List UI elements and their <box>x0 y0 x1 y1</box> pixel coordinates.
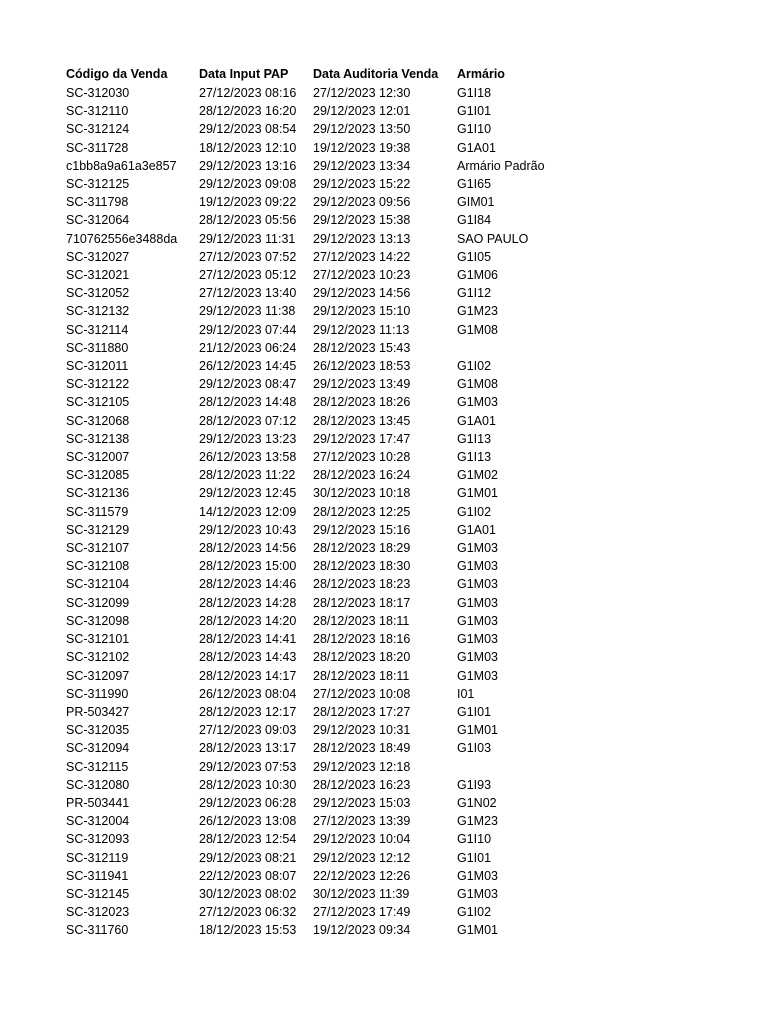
table-row <box>66 703 567 721</box>
cell-data-auditoria-venda: 28/12/2023 18:30 <box>313 559 411 574</box>
cell-armario: G1A01 <box>457 413 496 428</box>
cell-armario: G1N02 <box>457 795 497 810</box>
cell-data-input-pap: 28/12/2023 05:56 <box>199 213 297 228</box>
cell-data-auditoria-venda: 28/12/2023 18:29 <box>313 541 411 556</box>
cell-data-input-pap: 18/12/2023 15:53 <box>199 923 297 938</box>
cell-data-auditoria-venda: 30/12/2023 11:39 <box>313 886 410 901</box>
cell-armario: SAO PAULO <box>457 231 529 246</box>
cell-armario: G1M03 <box>457 595 498 610</box>
cell-codigo-da-venda: SC-312085 <box>66 468 130 483</box>
cell-codigo-da-venda: SC-312080 <box>66 777 130 792</box>
table-body <box>66 84 567 940</box>
cell-data-auditoria-venda: 28/12/2023 18:16 <box>313 632 411 647</box>
cell-data-auditoria-venda: 28/12/2023 13:45 <box>313 413 411 428</box>
cell-data-auditoria-venda: 19/12/2023 09:34 <box>313 923 411 938</box>
cell-data-auditoria-venda: 29/12/2023 13:50 <box>313 122 411 137</box>
cell-codigo-da-venda: SC-312107 <box>66 541 130 556</box>
cell-data-auditoria-venda: 28/12/2023 18:49 <box>313 741 411 756</box>
cell-data-input-pap: 27/12/2023 08:16 <box>199 86 297 100</box>
cell-data-auditoria-venda: 28/12/2023 16:24 <box>313 468 411 483</box>
table-row <box>66 721 567 739</box>
cell-codigo-da-venda: SC-312023 <box>66 905 130 920</box>
cell-armario: G1M23 <box>457 814 498 829</box>
table-row <box>66 885 567 903</box>
cell-data-input-pap: 14/12/2023 12:09 <box>199 504 297 519</box>
header-armario: Armário <box>457 67 505 81</box>
cell-data-input-pap: 29/12/2023 08:47 <box>199 377 297 392</box>
cell-data-input-pap: 28/12/2023 14:56 <box>199 541 297 556</box>
table-row <box>66 211 567 229</box>
cell-data-input-pap: 26/12/2023 08:04 <box>199 686 297 701</box>
cell-codigo-da-venda: SC-311728 <box>66 140 129 155</box>
cell-armario: G1M06 <box>457 268 498 283</box>
table-row <box>66 667 567 685</box>
cell-armario: G1I02 <box>457 359 492 374</box>
cell-armario: G1I01 <box>457 850 492 865</box>
cell-armario: G1I84 <box>457 213 492 228</box>
table-row <box>66 594 567 612</box>
cell-data-input-pap: 28/12/2023 14:48 <box>199 395 297 410</box>
cell-data-auditoria-venda: 29/12/2023 11:13 <box>313 322 410 337</box>
cell-codigo-da-venda: SC-312099 <box>66 595 130 610</box>
cell-data-input-pap: 29/12/2023 11:31 <box>199 231 296 246</box>
cell-data-auditoria-venda: 27/12/2023 10:28 <box>313 450 411 465</box>
cell-data-auditoria-venda: 28/12/2023 12:25 <box>313 504 411 519</box>
cell-data-auditoria-venda: 28/12/2023 18:11 <box>313 668 410 683</box>
cell-data-auditoria-venda: 29/12/2023 13:34 <box>313 158 411 173</box>
cell-data-input-pap: 19/12/2023 09:22 <box>199 195 297 210</box>
cell-codigo-da-venda: SC-312136 <box>66 486 130 501</box>
cell-armario: G1I18 <box>457 86 492 100</box>
cell-codigo-da-venda: SC-312035 <box>66 723 130 738</box>
cell-data-auditoria-venda: 29/12/2023 17:47 <box>313 431 411 446</box>
table-row <box>66 685 567 703</box>
cell-armario: G1M08 <box>457 322 498 337</box>
cell-data-input-pap: 29/12/2023 07:53 <box>199 759 297 774</box>
cell-data-input-pap: 28/12/2023 14:43 <box>199 650 297 665</box>
cell-data-input-pap: 27/12/2023 09:03 <box>199 723 297 738</box>
cell-codigo-da-venda: SC-312124 <box>66 122 130 137</box>
cell-codigo-da-venda: SC-312094 <box>66 741 130 756</box>
cell-codigo-da-venda: SC-312122 <box>66 377 130 392</box>
cell-codigo-da-venda: SC-312064 <box>66 213 130 228</box>
cell-armario: G1M03 <box>457 668 498 683</box>
cell-data-input-pap: 28/12/2023 11:22 <box>199 468 296 483</box>
cell-codigo-da-venda: SC-312104 <box>66 577 130 592</box>
cell-codigo-da-venda: c1bb8a9a61a3e857 <box>66 158 177 173</box>
cell-data-auditoria-venda: 29/12/2023 13:49 <box>313 377 411 392</box>
cell-armario: G1M03 <box>457 650 498 665</box>
cell-armario: G1M03 <box>457 868 498 883</box>
table-row <box>66 776 567 794</box>
cell-data-auditoria-venda: 28/12/2023 18:11 <box>313 613 410 628</box>
cell-data-input-pap: 28/12/2023 12:54 <box>199 832 297 847</box>
cell-data-auditoria-venda: 27/12/2023 10:23 <box>313 268 411 283</box>
cell-data-auditoria-venda: 28/12/2023 18:20 <box>313 650 411 665</box>
cell-codigo-da-venda: SC-312110 <box>66 104 129 119</box>
cell-data-auditoria-venda: 29/12/2023 15:22 <box>313 177 411 192</box>
cell-codigo-da-venda: SC-312011 <box>66 359 129 374</box>
table-row <box>66 339 567 357</box>
table-row <box>66 357 567 375</box>
sales-table <box>66 65 567 940</box>
table-row <box>66 230 567 248</box>
cell-codigo-da-venda: PR-503441 <box>66 795 130 810</box>
cell-armario <box>457 758 567 776</box>
cell-armario: G1M08 <box>457 377 498 392</box>
table-row <box>66 284 567 302</box>
cell-data-auditoria-venda: 28/12/2023 17:27 <box>313 704 411 719</box>
cell-data-auditoria-venda: 19/12/2023 19:38 <box>313 140 411 155</box>
cell-armario: G1I13 <box>457 431 492 446</box>
cell-armario: G1I03 <box>457 741 492 756</box>
cell-codigo-da-venda: SC-312068 <box>66 413 130 428</box>
table-row <box>66 448 567 466</box>
cell-armario: G1I01 <box>457 104 492 119</box>
table-row <box>66 375 567 393</box>
cell-data-auditoria-venda: 29/12/2023 12:18 <box>313 759 411 774</box>
cell-armario: G1I65 <box>457 177 492 192</box>
cell-data-input-pap: 29/12/2023 08:21 <box>199 850 297 865</box>
cell-codigo-da-venda: SC-311760 <box>66 923 129 938</box>
table-row <box>66 921 567 939</box>
cell-data-input-pap: 26/12/2023 14:45 <box>199 359 297 374</box>
cell-armario: G1A01 <box>457 140 496 155</box>
header-data-input-pap: Data Input PAP <box>199 67 289 81</box>
cell-data-input-pap: 28/12/2023 14:20 <box>199 613 297 628</box>
cell-codigo-da-venda: SC-311990 <box>66 686 129 701</box>
cell-armario: G1I13 <box>457 450 492 465</box>
table-row <box>66 193 567 211</box>
cell-data-auditoria-venda: 27/12/2023 14:22 <box>313 249 411 264</box>
cell-codigo-da-venda: SC-312052 <box>66 286 130 301</box>
cell-data-auditoria-venda: 29/12/2023 10:04 <box>313 832 411 847</box>
cell-armario: G1M03 <box>457 886 498 901</box>
cell-data-auditoria-venda: 28/12/2023 18:26 <box>313 395 411 410</box>
cell-data-auditoria-venda: 29/12/2023 15:38 <box>313 213 411 228</box>
cell-data-input-pap: 29/12/2023 12:45 <box>199 486 297 501</box>
cell-armario: G1M01 <box>457 723 498 738</box>
cell-data-auditoria-venda: 26/12/2023 18:53 <box>313 359 411 374</box>
cell-armario: G1M03 <box>457 613 498 628</box>
table-row <box>66 849 567 867</box>
cell-armario: G1I10 <box>457 122 492 137</box>
cell-codigo-da-venda: SC-312115 <box>66 759 129 774</box>
cell-armario: G1M01 <box>457 923 498 938</box>
table-row <box>66 503 567 521</box>
table-row <box>66 739 567 757</box>
cell-codigo-da-venda: SC-312129 <box>66 522 130 537</box>
cell-codigo-da-venda: SC-312132 <box>66 304 130 319</box>
cell-armario: G1I93 <box>457 777 492 792</box>
cell-codigo-da-venda: SC-312119 <box>66 850 129 865</box>
cell-codigo-da-venda: SC-312004 <box>66 814 130 829</box>
table-row <box>66 612 567 630</box>
cell-codigo-da-venda: SC-312125 <box>66 177 130 192</box>
cell-data-input-pap: 29/12/2023 11:38 <box>199 304 296 319</box>
cell-codigo-da-venda: SC-312102 <box>66 650 130 665</box>
cell-data-input-pap: 28/12/2023 14:46 <box>199 577 297 592</box>
cell-codigo-da-venda: SC-312097 <box>66 668 130 683</box>
table-row <box>66 521 567 539</box>
cell-data-input-pap: 27/12/2023 13:40 <box>199 286 297 301</box>
cell-armario: G1M01 <box>457 486 498 501</box>
cell-data-input-pap: 29/12/2023 10:43 <box>199 522 297 537</box>
cell-data-input-pap: 28/12/2023 14:28 <box>199 595 297 610</box>
cell-armario: GIM01 <box>457 195 495 210</box>
cell-data-input-pap: 28/12/2023 16:20 <box>199 104 297 119</box>
cell-data-input-pap: 26/12/2023 13:58 <box>199 450 297 465</box>
cell-armario: G1M23 <box>457 304 498 319</box>
table-row <box>66 120 567 138</box>
table-row <box>66 903 567 921</box>
table-row <box>66 539 567 557</box>
table-row <box>66 557 567 575</box>
header-codigo-da-venda: Código da Venda <box>66 67 168 81</box>
cell-data-input-pap: 29/12/2023 06:28 <box>199 795 297 810</box>
cell-data-auditoria-venda: 29/12/2023 09:56 <box>313 195 411 210</box>
cell-data-input-pap: 30/12/2023 08:02 <box>199 886 297 901</box>
cell-data-input-pap: 28/12/2023 14:17 <box>199 668 297 683</box>
table-row <box>66 321 567 339</box>
cell-data-auditoria-venda: 28/12/2023 18:23 <box>313 577 411 592</box>
cell-armario: G1I02 <box>457 504 492 519</box>
cell-data-input-pap: 28/12/2023 07:12 <box>199 413 297 428</box>
cell-armario: G1M03 <box>457 541 498 556</box>
cell-data-auditoria-venda: 27/12/2023 13:39 <box>313 814 411 829</box>
cell-data-input-pap: 28/12/2023 12:17 <box>199 704 297 719</box>
table-row <box>66 139 567 157</box>
cell-armario: G1I02 <box>457 905 492 920</box>
cell-armario: I01 <box>457 686 475 701</box>
cell-data-auditoria-venda: 27/12/2023 17:49 <box>313 905 411 920</box>
cell-data-auditoria-venda: 29/12/2023 12:12 <box>313 850 411 865</box>
table-row <box>66 84 567 102</box>
cell-codigo-da-venda: SC-312098 <box>66 613 130 628</box>
cell-armario: Armário Padrão <box>457 158 545 173</box>
cell-codigo-da-venda: SC-312114 <box>66 322 129 337</box>
cell-data-input-pap: 22/12/2023 08:07 <box>199 868 297 883</box>
cell-codigo-da-venda: SC-311798 <box>66 195 129 210</box>
table-row <box>66 412 567 430</box>
table-row <box>66 157 567 175</box>
cell-codigo-da-venda: SC-312105 <box>66 395 130 410</box>
cell-armario: G1I12 <box>457 286 492 301</box>
cell-codigo-da-venda: SC-311880 <box>66 340 129 355</box>
table-row <box>66 266 567 284</box>
cell-data-input-pap: 29/12/2023 13:16 <box>199 158 297 173</box>
cell-data-input-pap: 28/12/2023 13:17 <box>199 741 297 756</box>
cell-codigo-da-venda: SC-312021 <box>66 268 130 283</box>
cell-codigo-da-venda: SC-312093 <box>66 832 130 847</box>
cell-armario <box>457 339 567 357</box>
cell-data-auditoria-venda: 29/12/2023 12:01 <box>313 104 411 119</box>
table-row <box>66 175 567 193</box>
cell-codigo-da-venda: SC-311941 <box>66 868 129 883</box>
cell-data-auditoria-venda: 28/12/2023 15:43 <box>313 340 411 355</box>
cell-data-auditoria-venda: 30/12/2023 10:18 <box>313 486 411 501</box>
cell-data-input-pap: 29/12/2023 13:23 <box>199 431 297 446</box>
cell-codigo-da-venda: SC-312138 <box>66 431 130 446</box>
table-row <box>66 575 567 593</box>
header-data-auditoria-venda: Data Auditoria Venda <box>313 67 439 81</box>
cell-data-auditoria-venda: 28/12/2023 18:17 <box>313 595 411 610</box>
cell-data-auditoria-venda: 29/12/2023 15:03 <box>313 795 411 810</box>
cell-data-input-pap: 29/12/2023 09:08 <box>199 177 297 192</box>
table-row <box>66 102 567 120</box>
cell-armario: G1M03 <box>457 632 498 647</box>
table-row <box>66 812 567 830</box>
cell-data-auditoria-venda: 29/12/2023 15:16 <box>313 522 411 537</box>
cell-data-input-pap: 26/12/2023 13:08 <box>199 814 297 829</box>
cell-data-input-pap: 29/12/2023 07:44 <box>199 322 297 337</box>
cell-data-auditoria-venda: 29/12/2023 10:31 <box>313 723 411 738</box>
header-row <box>66 65 567 84</box>
cell-data-input-pap: 28/12/2023 14:41 <box>199 632 297 647</box>
table-row <box>66 430 567 448</box>
cell-codigo-da-venda: SC-311579 <box>66 504 129 519</box>
table-row <box>66 393 567 411</box>
cell-armario: G1M02 <box>457 468 498 483</box>
cell-armario: G1I05 <box>457 249 492 264</box>
cell-codigo-da-venda: PR-503427 <box>66 704 130 719</box>
sales-audit-sheet <box>66 65 567 940</box>
cell-codigo-da-venda: 710762556e3488da <box>66 231 178 246</box>
cell-data-input-pap: 27/12/2023 05:12 <box>199 268 297 283</box>
table-row <box>66 302 567 320</box>
table-row <box>66 794 567 812</box>
cell-armario: G1M03 <box>457 577 498 592</box>
cell-data-input-pap: 29/12/2023 08:54 <box>199 122 297 137</box>
cell-data-auditoria-venda: 28/12/2023 16:23 <box>313 777 411 792</box>
cell-codigo-da-venda: SC-312145 <box>66 886 130 901</box>
cell-data-auditoria-venda: 29/12/2023 14:56 <box>313 286 411 301</box>
cell-data-auditoria-venda: 29/12/2023 13:13 <box>313 231 411 246</box>
table-row <box>66 648 567 666</box>
cell-codigo-da-venda: SC-312108 <box>66 559 130 574</box>
cell-armario: G1A01 <box>457 522 496 537</box>
cell-data-input-pap: 28/12/2023 15:00 <box>199 559 297 574</box>
cell-codigo-da-venda: SC-312007 <box>66 450 130 465</box>
cell-data-auditoria-venda: 27/12/2023 10:08 <box>313 686 411 701</box>
table-row <box>66 867 567 885</box>
table-row <box>66 830 567 848</box>
cell-data-auditoria-venda: 22/12/2023 12:26 <box>313 868 411 883</box>
cell-data-auditoria-venda: 27/12/2023 12:30 <box>313 86 411 100</box>
table-row <box>66 466 567 484</box>
table-row <box>66 484 567 502</box>
cell-codigo-da-venda: SC-312027 <box>66 249 130 264</box>
cell-data-input-pap: 21/12/2023 06:24 <box>199 340 297 355</box>
cell-codigo-da-venda: SC-312101 <box>66 632 130 647</box>
cell-armario: G1I01 <box>457 704 492 719</box>
cell-data-input-pap: 27/12/2023 06:32 <box>199 905 297 920</box>
table-row <box>66 248 567 266</box>
cell-data-input-pap: 28/12/2023 10:30 <box>199 777 297 792</box>
cell-codigo-da-venda: SC-312030 <box>66 86 130 100</box>
cell-data-input-pap: 27/12/2023 07:52 <box>199 249 297 264</box>
table-row <box>66 630 567 648</box>
cell-armario: G1M03 <box>457 395 498 410</box>
table-row <box>66 758 567 776</box>
cell-armario: G1I10 <box>457 832 492 847</box>
cell-data-auditoria-venda: 29/12/2023 15:10 <box>313 304 411 319</box>
cell-data-input-pap: 18/12/2023 12:10 <box>199 140 297 155</box>
cell-armario: G1M03 <box>457 559 498 574</box>
